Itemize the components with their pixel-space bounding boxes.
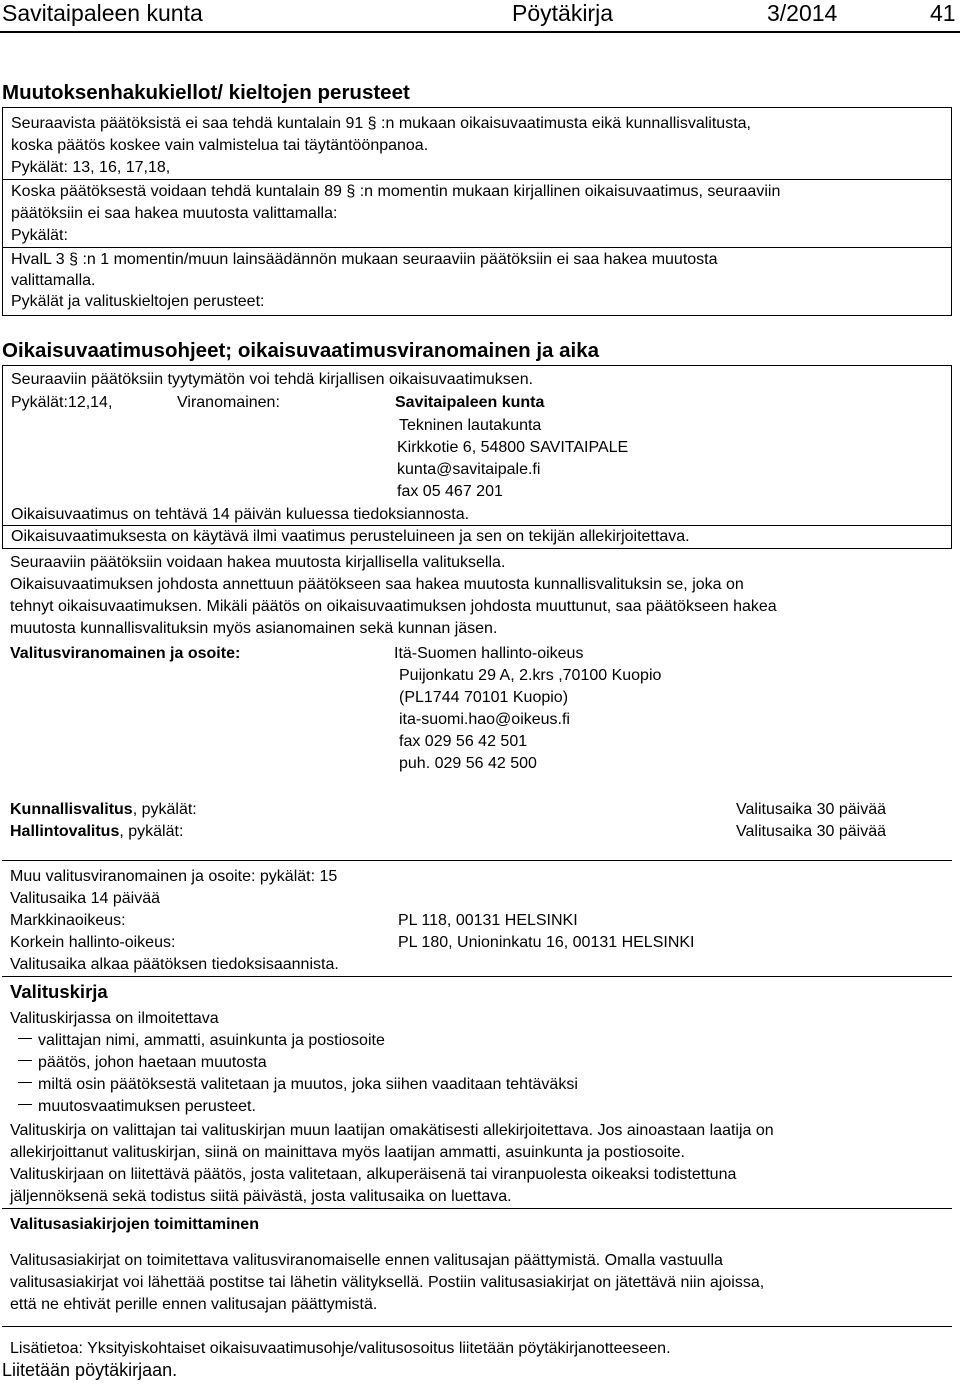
dash-bullet-icon [18, 1060, 32, 1061]
valituskirja-bullet-3 [18, 1074, 578, 1096]
court-fax: fax 029 56 42 501 [399, 733, 528, 750]
section2-viranomainen-label: Viranomainen: [177, 394, 280, 411]
authority-email: kunta@savitaipale.fi [397, 461, 541, 478]
header-rule [0, 31, 960, 33]
section3-line-2: Oikaisuvaatimuksen johdosta annettuun päätökseen saa hakea muutosta kunnallisvalituksin se, joka on [10, 576, 744, 593]
court-address: Puijonkatu 29 A, 2.krs ,70100 Kuopio [399, 667, 662, 684]
footer-note: Lisätietoa: Yksityiskohtaiset oikaisuvaatimusohje/valitusosoitus liitetään pöytäkirjanotteeseen. [10, 1340, 671, 1357]
section2-intro: Seuraaviin päätöksiin tyytymätön voi tehdä kirjallisen oikaisuvaatimuksen. [11, 371, 534, 388]
court-phone: puh. 029 56 42 500 [399, 755, 537, 772]
footer-divider [2, 1326, 952, 1327]
dash-bullet-icon [18, 1104, 32, 1105]
hallintovalitus-suffix: , pykälät: [119, 823, 184, 840]
valituskirja-line-2: allekirjoittanut valituskirjan, siinä on mainittava myös laatijan ammatti, asuinkunta ja postiosoite. [10, 1144, 685, 1161]
toimittaminen-line-3: että ne ehtivät perille ennen valitusajan päättymistä. [10, 1296, 378, 1313]
valitusaika-note: Valitusaika alkaa päätöksen tiedoksisaannista. [10, 956, 339, 973]
other-valitusaika: Valitusaika 14 päivää [10, 890, 161, 907]
header-number: 3/2014 [767, 0, 838, 26]
valituskirja-bullet-2 [18, 1052, 267, 1074]
section1-line-4: Koska päätöksestä voidaan tehdä kuntalain 89 § :n momentin mukaan kirjallinen oikaisuvaatimus, seuraaviin [11, 183, 781, 200]
section4-divider [2, 860, 952, 861]
authority-address: Kirkkotie 6, 54800 SAVITAIPALE [397, 439, 629, 456]
header-page-number: 41 [930, 0, 956, 26]
section1-line-3: Pykälät: 13, 16, 17,18, [11, 159, 171, 176]
section6-divider [2, 1208, 952, 1209]
section1-divider-1 [3, 179, 951, 180]
section3-line-4: muutosta kunnallisvalituksin myös asianomainen sekä kunnan jäsen. [10, 620, 498, 637]
valituskirja-line-3: Valituskirjaan on liitettävä päätös, josta valitetaan, alkuperäisenä tai viranpuolesta oikeaksi todistettuna [10, 1166, 737, 1183]
authority-fax: fax 05 467 201 [397, 483, 503, 500]
markkinaoikeus-address: PL 118, 00131 HELSINKI [398, 912, 578, 929]
section1-divider-2 [3, 247, 951, 248]
section1-line-9: Pykälät ja valituskieltojen perusteet: [11, 293, 265, 310]
kho-address: PL 180, Unioninkatu 16, 00131 HELSINKI [398, 934, 695, 951]
kho-label: Korkein hallinto-oikeus: [10, 934, 176, 951]
section1-line-6: Pykälät: [11, 227, 68, 244]
section1-line-1: Seuraavista päätöksistä ei saa tehdä kuntalain 91 § :n mukaan oikaisuvaatimusta eikä kunnallisvalitusta, [11, 115, 751, 132]
section1-title: Muutoksenhakukiellot/ kieltojen perusteet [2, 81, 410, 104]
section1-line-2: koska päätös koskee vain valmistelua tai täytäntöönpanoa. [11, 137, 429, 154]
authority-dept: Tekninen lautakunta [399, 417, 542, 434]
toimittaminen-line-2: valitusasiakirjat voi lähettää postitse tai lähetin välityksellä. Postiin valitusasiakirjat on jätettävä niin ajoissa, [10, 1274, 765, 1291]
kunnallisvalitus-label: Kunnallisvalitus [10, 801, 133, 818]
valitus-authority-label: Valitusviranomainen ja osoite: [10, 645, 241, 662]
other-authority: Muu valitusviranomainen ja osoite: pykälät: 15 [10, 868, 338, 885]
kunnallisvalitus-suffix: , pykälät: [132, 801, 197, 818]
valituskirja-bullet-4 [18, 1096, 256, 1118]
section2-line-1: Oikaisuvaatimus on tehtävä 14 päivän kuluessa tiedoksiannosta. [11, 506, 470, 523]
valituskirja-bullet-4-text: muutosvaatimuksen perusteet. [38, 1098, 256, 1115]
hallintovalitus-label: Hallintovalitus [10, 823, 120, 840]
section5-divider [2, 976, 952, 977]
section2-line-2: Oikaisuvaatimuksesta on käytävä ilmi vaatimus perusteluineen ja sen on tekijän allekirjoitettava. [11, 528, 690, 545]
toimittaminen-line-1: Valitusasiakirjat on toimitettava valitusviranomaiselle ennen valitusajan päättymistä. Omalla vastuulla [10, 1252, 723, 1269]
hallintovalitus-row [10, 821, 183, 843]
markkinaoikeus-label: Markkinaoikeus: [10, 912, 126, 929]
section1-line-5: päätöksiin ei saa hakea muutosta valittamalla: [11, 205, 338, 222]
valituskirja-title: Valituskirja [10, 981, 108, 1002]
valituskirja-bullet-1 [18, 1030, 385, 1052]
toimittaminen-title: Valitusasiakirjojen toimittaminen [10, 1216, 259, 1233]
footer-attached: Liitetään pöytäkirjaan. [2, 1360, 178, 1380]
court-name: Itä-Suomen hallinto-oikeus [394, 645, 584, 662]
kunnallisvalitus-row [10, 799, 197, 821]
court-email: ita-suomi.hao@oikeus.fi [399, 711, 570, 728]
court-po-box: (PL1744 70101 Kuopio) [399, 689, 569, 706]
valituskirja-bullet-2-text: päätös, johon haetaan muutosta [38, 1054, 267, 1071]
authority-name: Savitaipaleen kunta [395, 394, 545, 411]
hallintovalitus-time: Valitusaika 30 päivää [736, 823, 887, 840]
dash-bullet-icon [18, 1082, 32, 1083]
section3-line-3: tehnyt oikaisuvaatimuksen. Mikäli päätös on oikaisuvaatimuksen johdosta muuttunut, saa päätökseen hakea [10, 598, 777, 615]
header-doc-type: Pöytäkirja [512, 0, 613, 26]
valituskirja-intro: Valituskirjassa on ilmoitettava [10, 1010, 219, 1027]
valituskirja-line-1: Valituskirja on valittajan tai valituskirjan muun laatijan omakätisesti allekirjoitettava. Jos ainoastaan laatija on [10, 1122, 774, 1139]
section3-line-1: Seuraaviin päätöksiin voidaan hakea muutosta kirjallisella valituksella. [10, 554, 506, 571]
valituskirja-bullet-1-text: valittajan nimi, ammatti, asuinkunta ja postiosoite [38, 1032, 385, 1049]
kunnallisvalitus-time: Valitusaika 30 päivää [736, 801, 887, 818]
section1-box [2, 107, 952, 316]
valituskirja-bullet-3-text: miltä osin päätöksestä valitetaan ja muutos, joka siihen vaaditaan tehtäväksi [38, 1076, 578, 1093]
section2-title: Oikaisuvaatimusohjeet; oikaisuvaatimusviranomainen ja aika [2, 339, 600, 362]
section1-line-8: valittamalla. [11, 272, 96, 289]
header-org: Savitaipaleen kunta [2, 0, 203, 26]
dash-bullet-icon [18, 1038, 32, 1039]
section2-pykalat-label: Pykälät:12,14, [11, 394, 113, 411]
section1-line-7: HvalL 3 § :n 1 momentin/muun lainsäädännön mukaan seuraaviin päätöksiin ei saa hakea muutosta [11, 251, 718, 268]
section2-box [2, 365, 952, 549]
valituskirja-line-4: jäljennöksenä sekä todistus siitä päivästä, josta valitusaika on luettava. [10, 1188, 512, 1205]
